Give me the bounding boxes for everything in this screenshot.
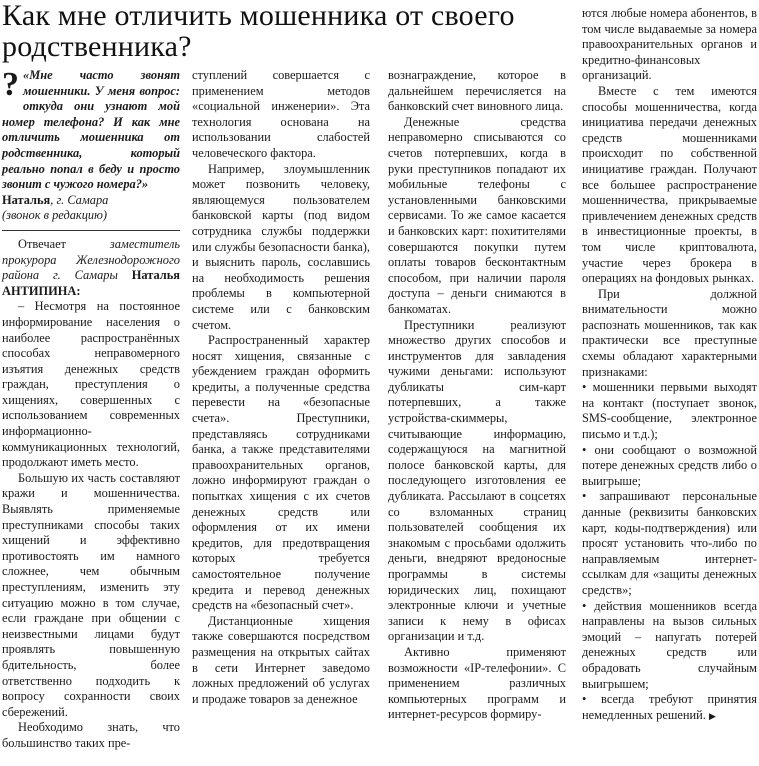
- answer-lead: Отвечает: [18, 236, 110, 251]
- fraud-signs-list: [582, 380, 757, 724]
- paragraph: Например, злоумышленник может позвонить человеку, являющемуся пользователем банковской карты (под видом сотрудника службы поддержки или службы безопасности банка), и выяснить пароль, сославшись на необходимость решения проблемы в компьютерной системе или с банковским счетом.: [192, 161, 370, 332]
- paragraph: Преступники реализуют множество других способов и инструментов для завладения чужими деньгами: используют дубликаты сим-карт потерпевших, а также устройства-скиммеры, считывающие информацию, содержащуюся на магнитной полосе банковской карты, для последующего изготовления ее дубликата. Рассылают в соцсетях со взломанных страниц пользователей сообщения их знакомым с просьбами одолжить деньги, внедряют вредоносные программы в системы юридических лиц, похищают электронные ключи и учетные записи к нему в офисах организации и т.д.: [388, 317, 566, 644]
- divider: [2, 230, 180, 231]
- question-mark: ?: [2, 66, 19, 103]
- answer-name: Наталья АНТИПИНА:: [2, 268, 181, 298]
- paragraph: – Несмотря на постоянное информирование населения о наиболее распространённых способах неправомерного изъятия денежных средств граждан, преступления о хищениях, совершенных с использованием современных информационно-коммуникационных технологий, продолжают иметь место.: [2, 299, 180, 470]
- paragraph: ступлений совершается с применением методов «социальной инженерии». Эта технология основана на использовании слабостей человеческого фактора.: [192, 68, 370, 160]
- paragraph: Дистанционные хищения также совершаются посредством размещения на открытых сайтах в сети Интернет заведомо ложных предложений об услугах и продаже товаров за денежное: [192, 613, 370, 706]
- list-item: • действия мошенников всегда направлены на вызов сильных эмоций – напугать потерей денежных средств или обрадовать случайным выигрышем;: [582, 599, 757, 693]
- list-item: [582, 692, 757, 724]
- paragraph: Денежные средства неправомерно списываются со счетов потерпевших, когда в руки преступников попадают их мобильные телефоны с установленными банковскими сервисами. То же самое касается и банковских карт: похитителями совершаются покупки путем оплаты товаров бесконтактным способом, при наличии пароля доступа – деньги снимаются в банкоматах.: [388, 114, 566, 316]
- paragraph: ются любые номера абонентов, в том числе выдаваемые за номера правоохранительных органов и кредитно-финансовых организаций.: [582, 6, 757, 83]
- continue-arrow-icon: ▶: [709, 710, 716, 721]
- answer-intro: [2, 237, 180, 299]
- paragraph: Большую их часть составляют кражи и мошенничества. Выявлять применяемые преступниками способы таких хищений и эффективно противостоять им намного сложнее, чем обычным преступлениям, изменить эту ситуацию можно в том случае, если граждане при общении с неизвестными лицами будут проявлять повышенную бдительность, более ответственно подходить к вопросу сохранности своих сбережений.: [2, 470, 180, 719]
- answer-position: заместитель прокурора Железнодорожного района г. Самары: [2, 236, 180, 283]
- column-3: [388, 68, 566, 723]
- question-text: «Мне часто звонят мошенники. У меня вопрос: откуда они узнают мой номер телефона? И как мне отличить мошенника от родственника, который реально попал в беду и просто звонит с чужого номера?»: [2, 68, 180, 192]
- question-author: [2, 193, 180, 209]
- column-4: [582, 6, 757, 724]
- paragraph: вознаграждение, которое в дальнейшем перечисляется на банковский счет виновного лица.: [388, 68, 566, 114]
- list-item: • они сообщают о возможной потере денежных средств либо о выигрыше;: [582, 443, 757, 490]
- column-2: [192, 68, 370, 707]
- author-name: Наталья: [2, 192, 51, 207]
- paragraph: Необходимо знать, что большинство таких пре-: [2, 720, 180, 750]
- list-item: • мошенники первыми выходят на контакт (поступает звонок, SMS-сообщение, электронное письмо и т.д.);: [582, 380, 757, 442]
- reader-question: [2, 68, 180, 224]
- column-1: [2, 0, 180, 752]
- paragraph: Вместе с тем имеются способы мошенничества, когда инициатива передачи денежных средств мошенниками происходит по собственной инициативе граждан. Получают все большее распространение мошенничества, прикрываемые привлечением денежных средств в инвестиционные проекты, в том числе криптовалюта, участие через брокера в операциях на фондовых рынках.: [582, 83, 757, 286]
- list-item: • запрашивают персональные данные (реквизиты банковских карт, коды-подтверждения) или просят установить что-либо по направляемым интернет-ссылкам для «защиты денежных средств»;: [582, 489, 757, 598]
- article-title: Как мне отличить мошенника от своего родственника?: [2, 0, 515, 63]
- paragraph: Распространенный характер носят хищения, связанные с убеждением граждан оформить кредиты, а полученные средства перевести на «безопасные счета». Преступники, представляясь сотрудниками банка, а также представителями правоохранительных органов, ложно информируют граждан о попытках хищения с их счетов денежных средств или оформления от их имени кредитов, для предотвращения которых требуется самостоятельное получение кредита и перевод денежных средств на «безопасный счет».: [192, 333, 370, 613]
- paragraph: Активно применяют возможности «IP-телефонии». С применением различных компьютерных программ и интернет-ресурсов формиру-: [388, 644, 566, 722]
- list-item-text: всегда требуют принятия немедленных решений.: [582, 692, 757, 722]
- question-note: (звонок в редакцию): [2, 208, 107, 223]
- paragraph: При должной внимательности можно распознать мошенников, так как практически все преступные схемы обладают характерными признаками:: [582, 286, 757, 379]
- author-city: , г. Самара: [50, 192, 109, 207]
